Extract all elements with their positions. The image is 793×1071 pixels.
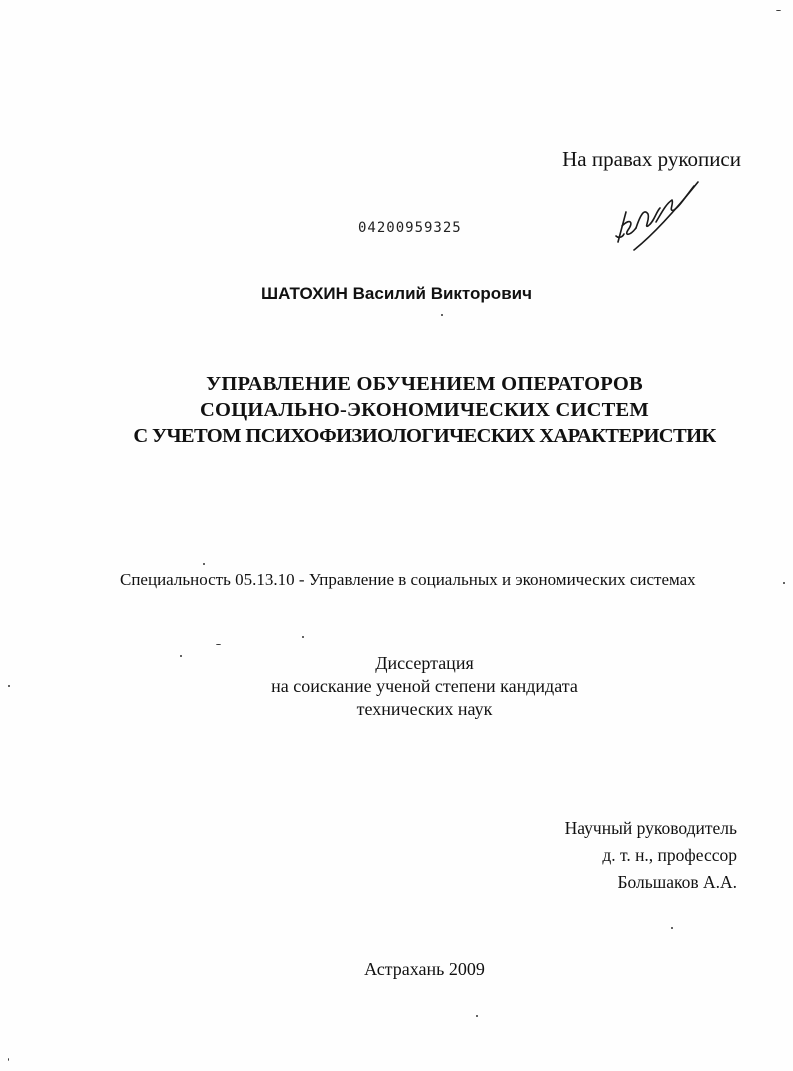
scan-speck <box>8 685 10 687</box>
scan-speck <box>8 1058 9 1061</box>
scan-speck <box>441 314 443 316</box>
dissertation-title <box>0 371 793 449</box>
specialty-line: Специальность 05.13.10 - Управление в социальных и экономических системах <box>120 570 696 589</box>
degree-line: технических наук <box>356 699 493 719</box>
title-line: СОЦИАЛЬНО-ЭКОНОМИЧЕСКИХ СИСТЕМ <box>200 399 649 421</box>
degree-line: на соискание ученой степени кандидата <box>271 676 578 696</box>
degree-line: Диссертация <box>375 653 474 673</box>
scan-speck <box>476 1015 478 1017</box>
scan-speck <box>776 10 781 11</box>
dissertation-degree-block <box>0 652 793 721</box>
catalog-number: 04200959325 <box>358 220 462 236</box>
scan-speck <box>671 927 673 929</box>
city-and-year: Астрахань 2009 <box>364 959 485 979</box>
scan-speck <box>216 644 221 645</box>
handwritten-signature <box>604 178 704 256</box>
supervisor-block <box>0 815 737 896</box>
title-line: С УЧЕТОМ ПСИХОФИЗИОЛОГИЧЕСКИХ ХАРАКТЕРИСТИК <box>133 425 716 447</box>
scan-speck <box>302 636 304 638</box>
supervisor-line: Большаков А.А. <box>617 872 737 892</box>
scan-speck <box>180 655 182 657</box>
author-name: ШАТОХИН Василий Викторович <box>261 284 532 303</box>
supervisor-line: д. т. н., профессор <box>602 845 737 865</box>
scan-speck <box>783 582 785 584</box>
rights-notice: На правах рукописи <box>562 147 741 171</box>
scan-speck <box>203 563 205 565</box>
supervisor-line: Научный руководитель <box>564 818 737 838</box>
title-line: УПРАВЛЕНИЕ ОБУЧЕНИЕМ ОПЕРАТОРОВ <box>206 373 643 395</box>
